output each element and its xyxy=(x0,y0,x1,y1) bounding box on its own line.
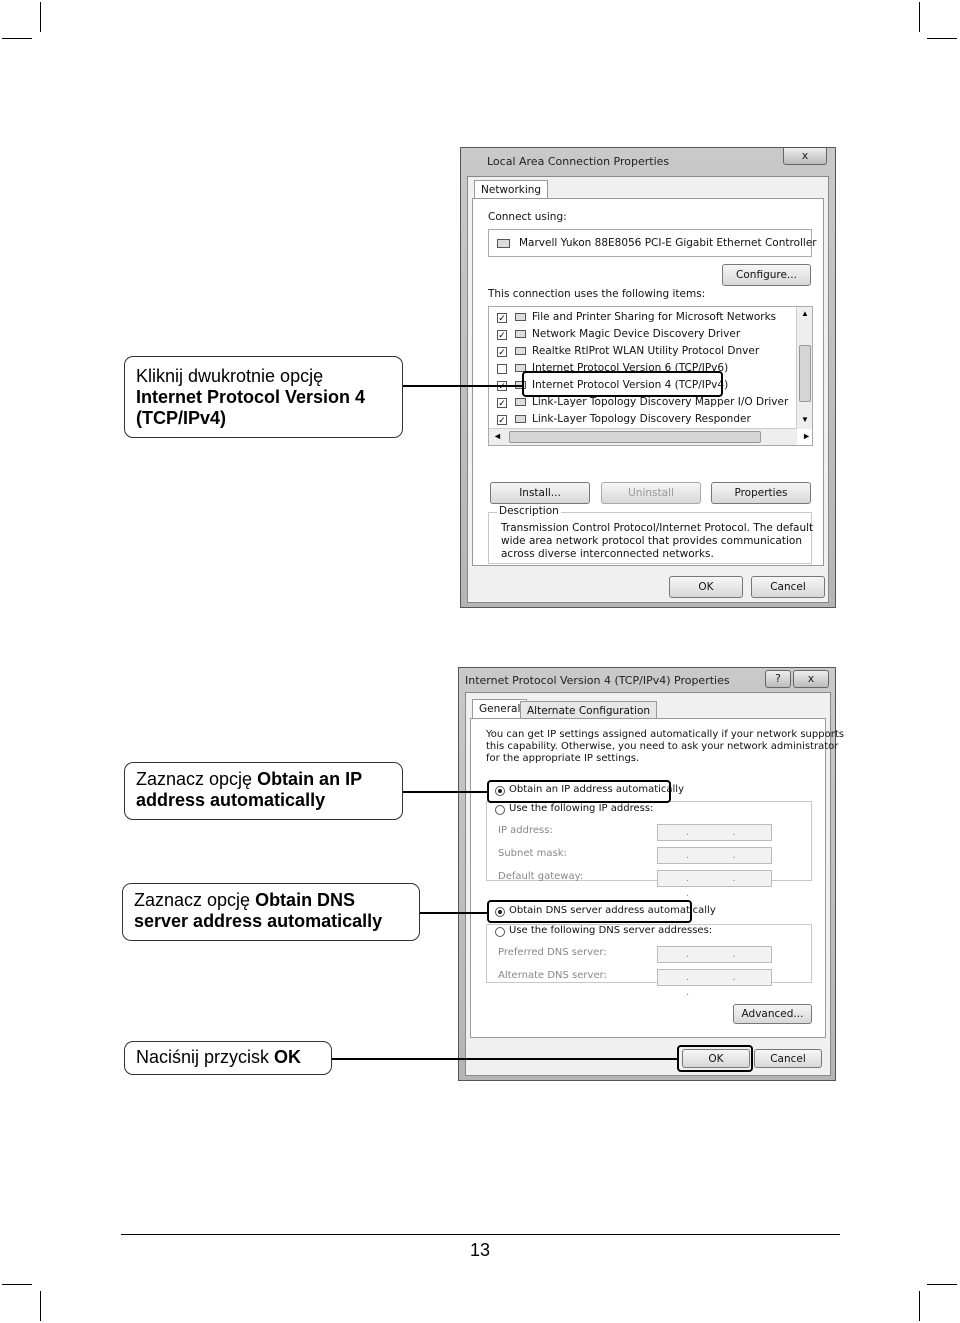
cancel-button[interactable]: Cancel xyxy=(751,576,825,598)
crop-mark xyxy=(927,1284,957,1285)
callout-text: Kliknij dwukrotnie opcję xyxy=(136,366,324,386)
crop-mark xyxy=(40,2,41,32)
alternate-dns-field[interactable]: . . . xyxy=(657,969,772,986)
intro-line: for the appropriate IP settings. xyxy=(486,753,640,764)
callout-text-bold: OK xyxy=(274,1047,302,1067)
dialog-title: Local Area Connection Properties xyxy=(487,155,670,168)
help-button[interactable]: ? xyxy=(765,670,791,688)
item-label[interactable]: Link-Layer Topology Discovery Mapper I/O Driver xyxy=(532,396,789,408)
item-checkbox[interactable]: ✓ xyxy=(498,415,506,425)
crop-mark xyxy=(927,38,957,39)
callout-text-bold: Obtain DNS xyxy=(255,890,356,910)
crop-mark xyxy=(2,38,32,39)
callout-obtain-ip xyxy=(124,762,403,820)
ok-button[interactable]: OK xyxy=(682,1049,750,1068)
crop-mark xyxy=(40,1291,41,1321)
item-label[interactable]: Internet Protocol Version 4 (TCP/IPv4) xyxy=(532,379,729,391)
tab-alternate-configuration[interactable]: Alternate Configuration xyxy=(520,701,657,720)
callout-text-bold: Obtain an IP xyxy=(257,769,363,789)
callout-text-bold: Internet Protocol Version 4 xyxy=(136,387,366,407)
install-button[interactable]: Install... xyxy=(490,482,590,504)
callout-text-bold: server address automatically xyxy=(134,911,383,931)
general-panel xyxy=(470,718,844,1038)
obtain-dns-highlight xyxy=(487,900,692,923)
obtain-dns-label[interactable]: Obtain DNS server address automatically xyxy=(509,905,716,916)
connector-line xyxy=(403,385,522,387)
tab-networking[interactable]: Networking xyxy=(474,180,548,199)
protocol-icon xyxy=(515,330,526,338)
protocol-icon xyxy=(515,398,526,406)
item-label[interactable]: Realtke RtlProt WLAN Utility Protocol Dnver xyxy=(532,345,760,357)
scroll-thumb[interactable] xyxy=(799,345,811,402)
properties-button[interactable]: Properties xyxy=(711,482,811,504)
intro-line: this capability. Otherwise, you need to ask your network administrator xyxy=(486,741,839,752)
scroll-up-icon[interactable]: ▲ xyxy=(801,309,809,318)
advanced-button[interactable]: Advanced... xyxy=(733,1004,812,1024)
item-label[interactable]: Network Magic Device Discovery Driver xyxy=(532,328,741,340)
callout-press-ok xyxy=(124,1041,332,1075)
scroll-left-icon[interactable]: ◄ xyxy=(493,431,502,441)
alternate-dns-label: Alternate DNS server: xyxy=(498,970,607,981)
crop-mark xyxy=(919,1291,920,1321)
item-label[interactable]: Internet Protocol Version 6 (TCP/IPv6) xyxy=(532,362,729,374)
uninstall-button[interactable]: Uninstall xyxy=(601,482,701,504)
protocol-icon xyxy=(515,347,526,355)
default-gateway-field[interactable]: . . . xyxy=(657,870,772,887)
close-button[interactable]: x xyxy=(793,670,829,688)
ip-address-field[interactable]: . . xyxy=(657,824,772,841)
scroll-down-icon[interactable]: ▼ xyxy=(801,415,809,424)
connect-using-label: Connect using: xyxy=(488,211,567,223)
use-ip-radio[interactable] xyxy=(495,805,505,815)
adapter-box xyxy=(488,229,817,257)
intro-line: You can get IP settings assigned automatically if your network supports xyxy=(486,729,844,740)
description-line: across diverse interconnected networks. xyxy=(501,548,714,560)
connector-line xyxy=(332,1058,677,1060)
description-label: Description xyxy=(499,505,559,517)
callout-text-bold: (TCP/IPv4) xyxy=(136,408,227,428)
horizontal-scrollbar[interactable] xyxy=(489,428,811,445)
callout-text: Zaznacz opcję xyxy=(134,890,256,910)
configure-button[interactable]: Configure... xyxy=(722,264,811,286)
obtain-ip-highlight xyxy=(487,780,671,803)
vertical-scrollbar[interactable] xyxy=(796,307,812,429)
ok-button-highlight xyxy=(677,1045,753,1072)
ipv4-item-highlight xyxy=(522,371,723,397)
callout-double-click-ipv4 xyxy=(124,356,403,438)
preferred-dns-field[interactable]: . . xyxy=(657,946,772,963)
item-label[interactable]: Link-Layer Topology Discovery Responder xyxy=(532,413,751,425)
item-checkbox[interactable] xyxy=(497,364,507,374)
item-checkbox[interactable]: ✓ xyxy=(498,330,506,340)
scroll-thumb-horizontal[interactable] xyxy=(509,431,761,443)
subnet-mask-field[interactable]: . . xyxy=(657,847,772,864)
connector-line xyxy=(403,791,487,793)
crop-mark xyxy=(2,1284,32,1285)
callout-obtain-dns xyxy=(122,883,420,941)
footer-rule xyxy=(121,1234,840,1235)
use-dns-label[interactable]: Use the following DNS server addresses: xyxy=(509,925,715,936)
network-adapter-icon xyxy=(497,239,510,248)
page-number: 13 xyxy=(469,1240,491,1260)
adapter-name: Marvell Yukon 88E8056 PCI-E Gigabit Ethernet Controller xyxy=(519,237,817,249)
use-dns-radio[interactable] xyxy=(495,927,505,937)
default-gateway-label: Default gateway: xyxy=(498,871,584,882)
preferred-dns-label: Preferred DNS server: xyxy=(498,947,607,958)
title-bar xyxy=(461,148,835,176)
callout-text: Naciśnij przycisk xyxy=(136,1047,275,1067)
dialog-client xyxy=(465,692,844,1076)
dialog-title: Internet Protocol Version 4 (TCP/IPv4) Properties xyxy=(465,674,730,687)
item-label[interactable]: File and Printer Sharing for Microsoft Networks xyxy=(532,311,777,323)
ok-button[interactable]: OK xyxy=(669,576,743,598)
description-line: Transmission Control Protocol/Internet Protocol. The default xyxy=(501,522,814,534)
use-ip-label[interactable]: Use the following IP address: xyxy=(509,803,656,814)
cancel-button[interactable]: Cancel xyxy=(754,1049,822,1068)
tab-general[interactable]: General xyxy=(472,699,527,718)
callout-text-bold: address automatically xyxy=(136,790,326,810)
close-button[interactable]: x xyxy=(783,148,827,165)
connector-line xyxy=(420,912,487,914)
protocol-icon xyxy=(515,415,526,423)
item-checkbox[interactable]: ✓ xyxy=(498,313,506,323)
subnet-mask-label: Subnet mask: xyxy=(498,848,567,859)
ipv4-properties-dialog xyxy=(458,667,844,1081)
scroll-right-icon[interactable]: ► xyxy=(802,431,811,441)
ip-address-label: IP address: xyxy=(498,825,553,836)
obtain-ip-label[interactable]: Obtain an IP address automatically xyxy=(509,784,685,795)
item-checkbox[interactable]: ✓ xyxy=(498,347,506,357)
item-checkbox[interactable]: ✓ xyxy=(498,398,506,408)
callout-text: Zaznacz opcję xyxy=(136,769,258,789)
description-line: wide area network protocol that provides communication xyxy=(501,535,802,547)
items-label: This connection uses the following items: xyxy=(488,288,706,300)
crop-mark xyxy=(919,2,920,32)
protocol-icon xyxy=(515,313,526,321)
